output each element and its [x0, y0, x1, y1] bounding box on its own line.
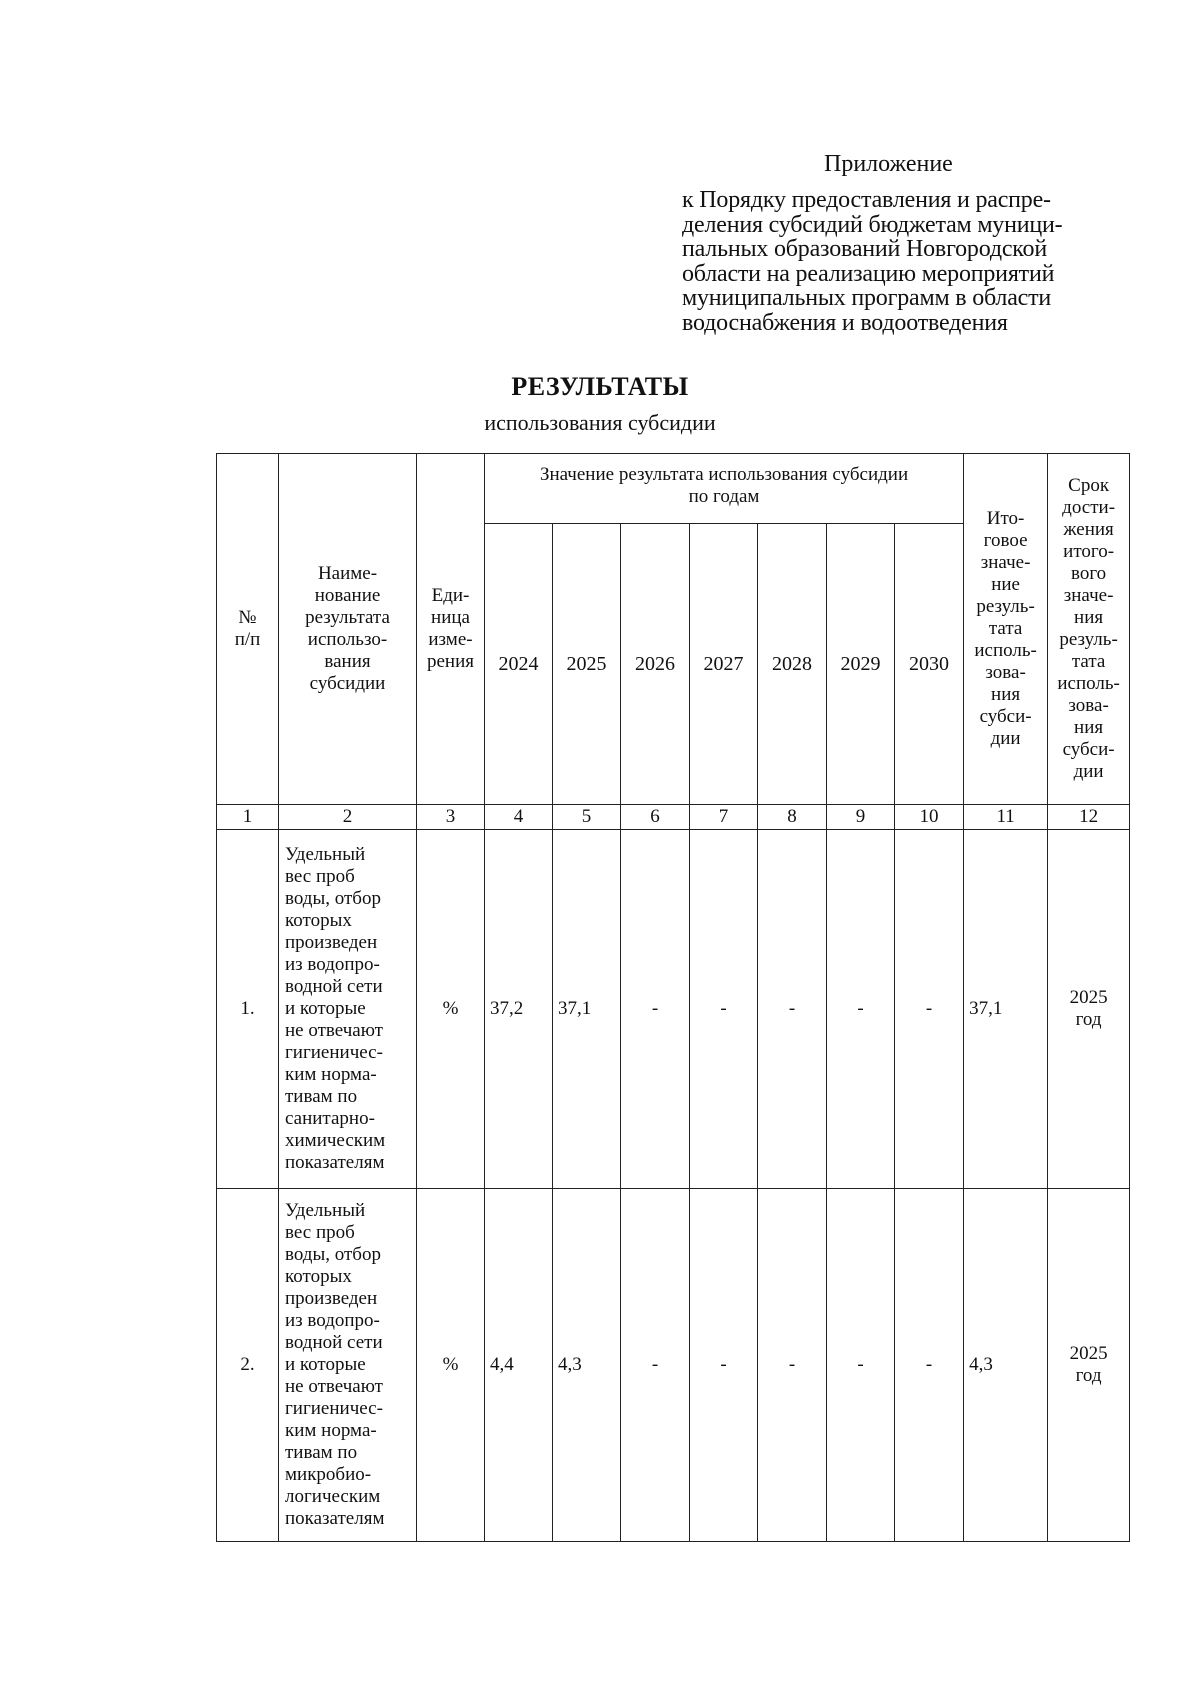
row-value-2027: - [690, 830, 758, 1189]
table-row [217, 830, 1130, 1189]
column-number: 9 [827, 805, 895, 830]
row-value-2026: - [621, 1189, 690, 1542]
results-table [216, 453, 1130, 1542]
row-unit: % [417, 1189, 485, 1542]
row-num: 1. [217, 830, 279, 1189]
header-year: 2024 [485, 524, 553, 805]
document-title: РЕЗУЛЬТАТЫ [511, 372, 689, 401]
row-unit: % [417, 830, 485, 1189]
column-numbers-row [217, 805, 1130, 830]
table-row [217, 1189, 1130, 1542]
header-num: № п/п [217, 454, 279, 805]
header-year: 2025 [553, 524, 621, 805]
header-unit: Еди- ница изме- рения [417, 454, 485, 805]
row-value-2025: 37,1 [553, 830, 621, 1189]
column-number: 2 [279, 805, 417, 830]
row-total: 37,1 [964, 830, 1048, 1189]
column-number: 11 [964, 805, 1048, 830]
appendix-block [682, 150, 1152, 335]
row-value-2030: - [895, 830, 964, 1189]
header-year: 2029 [827, 524, 895, 805]
appendix-text: к Порядку предоставления и распре- деления субсидий бюджетам муници- пальных образований Новгородской области на реализацию мероприятий муниципальных программ в области водоснабжения и водоотведения [682, 187, 1063, 336]
appendix-title: Приложение [824, 151, 953, 177]
document-subtitle: использования субсидии [484, 410, 716, 435]
column-number: 12 [1048, 805, 1130, 830]
header-name: Наиме- нование результата использо- вания субсидии [279, 454, 417, 805]
column-number: 4 [485, 805, 553, 830]
header-row [217, 454, 1130, 524]
header-year: 2028 [758, 524, 827, 805]
row-value-2030: - [895, 1189, 964, 1542]
row-value-2029: - [827, 830, 895, 1189]
row-name: Удельный вес проб воды, отбор которых произведен из водопро- водной сети и которые не отвечают гигиеничес- ким норма- тивам по санитарно- химическим показателям [279, 830, 417, 1189]
header-year: 2026 [621, 524, 690, 805]
row-value-2028: - [758, 1189, 827, 1542]
row-value-2029: - [827, 1189, 895, 1542]
column-number: 3 [417, 805, 485, 830]
row-value-2024: 4,4 [485, 1189, 553, 1542]
column-number: 5 [553, 805, 621, 830]
header-year: 2030 [895, 524, 964, 805]
column-number: 7 [690, 805, 758, 830]
column-number: 6 [621, 805, 690, 830]
row-name: Удельный вес проб воды, отбор которых произведен из водопро- водной сети и которые не отвечают гигиеничес- ким норма- тивам по микробио- логическим показателям [279, 1189, 417, 1542]
header-total: Ито- говое значе- ние резуль- тата исполь- зова- ния субси- дии [964, 454, 1048, 805]
column-number: 10 [895, 805, 964, 830]
row-total: 4,3 [964, 1189, 1048, 1542]
row-deadline: 2025 год [1048, 1189, 1130, 1542]
column-number: 1 [217, 805, 279, 830]
row-value-2027: - [690, 1189, 758, 1542]
row-value-2025: 4,3 [553, 1189, 621, 1542]
row-value-2024: 37,2 [485, 830, 553, 1189]
row-deadline: 2025 год [1048, 830, 1130, 1189]
header-deadline: Срок дости- жения итого- вого значе- ния резуль- тата исполь- зова- ния субси- дии [1048, 454, 1130, 805]
column-number: 8 [758, 805, 827, 830]
row-value-2026: - [621, 830, 690, 1189]
header-year: 2027 [690, 524, 758, 805]
row-num: 2. [217, 1189, 279, 1542]
header-years-group: Значение результата использования субсидии по годам [485, 454, 964, 524]
row-value-2028: - [758, 830, 827, 1189]
